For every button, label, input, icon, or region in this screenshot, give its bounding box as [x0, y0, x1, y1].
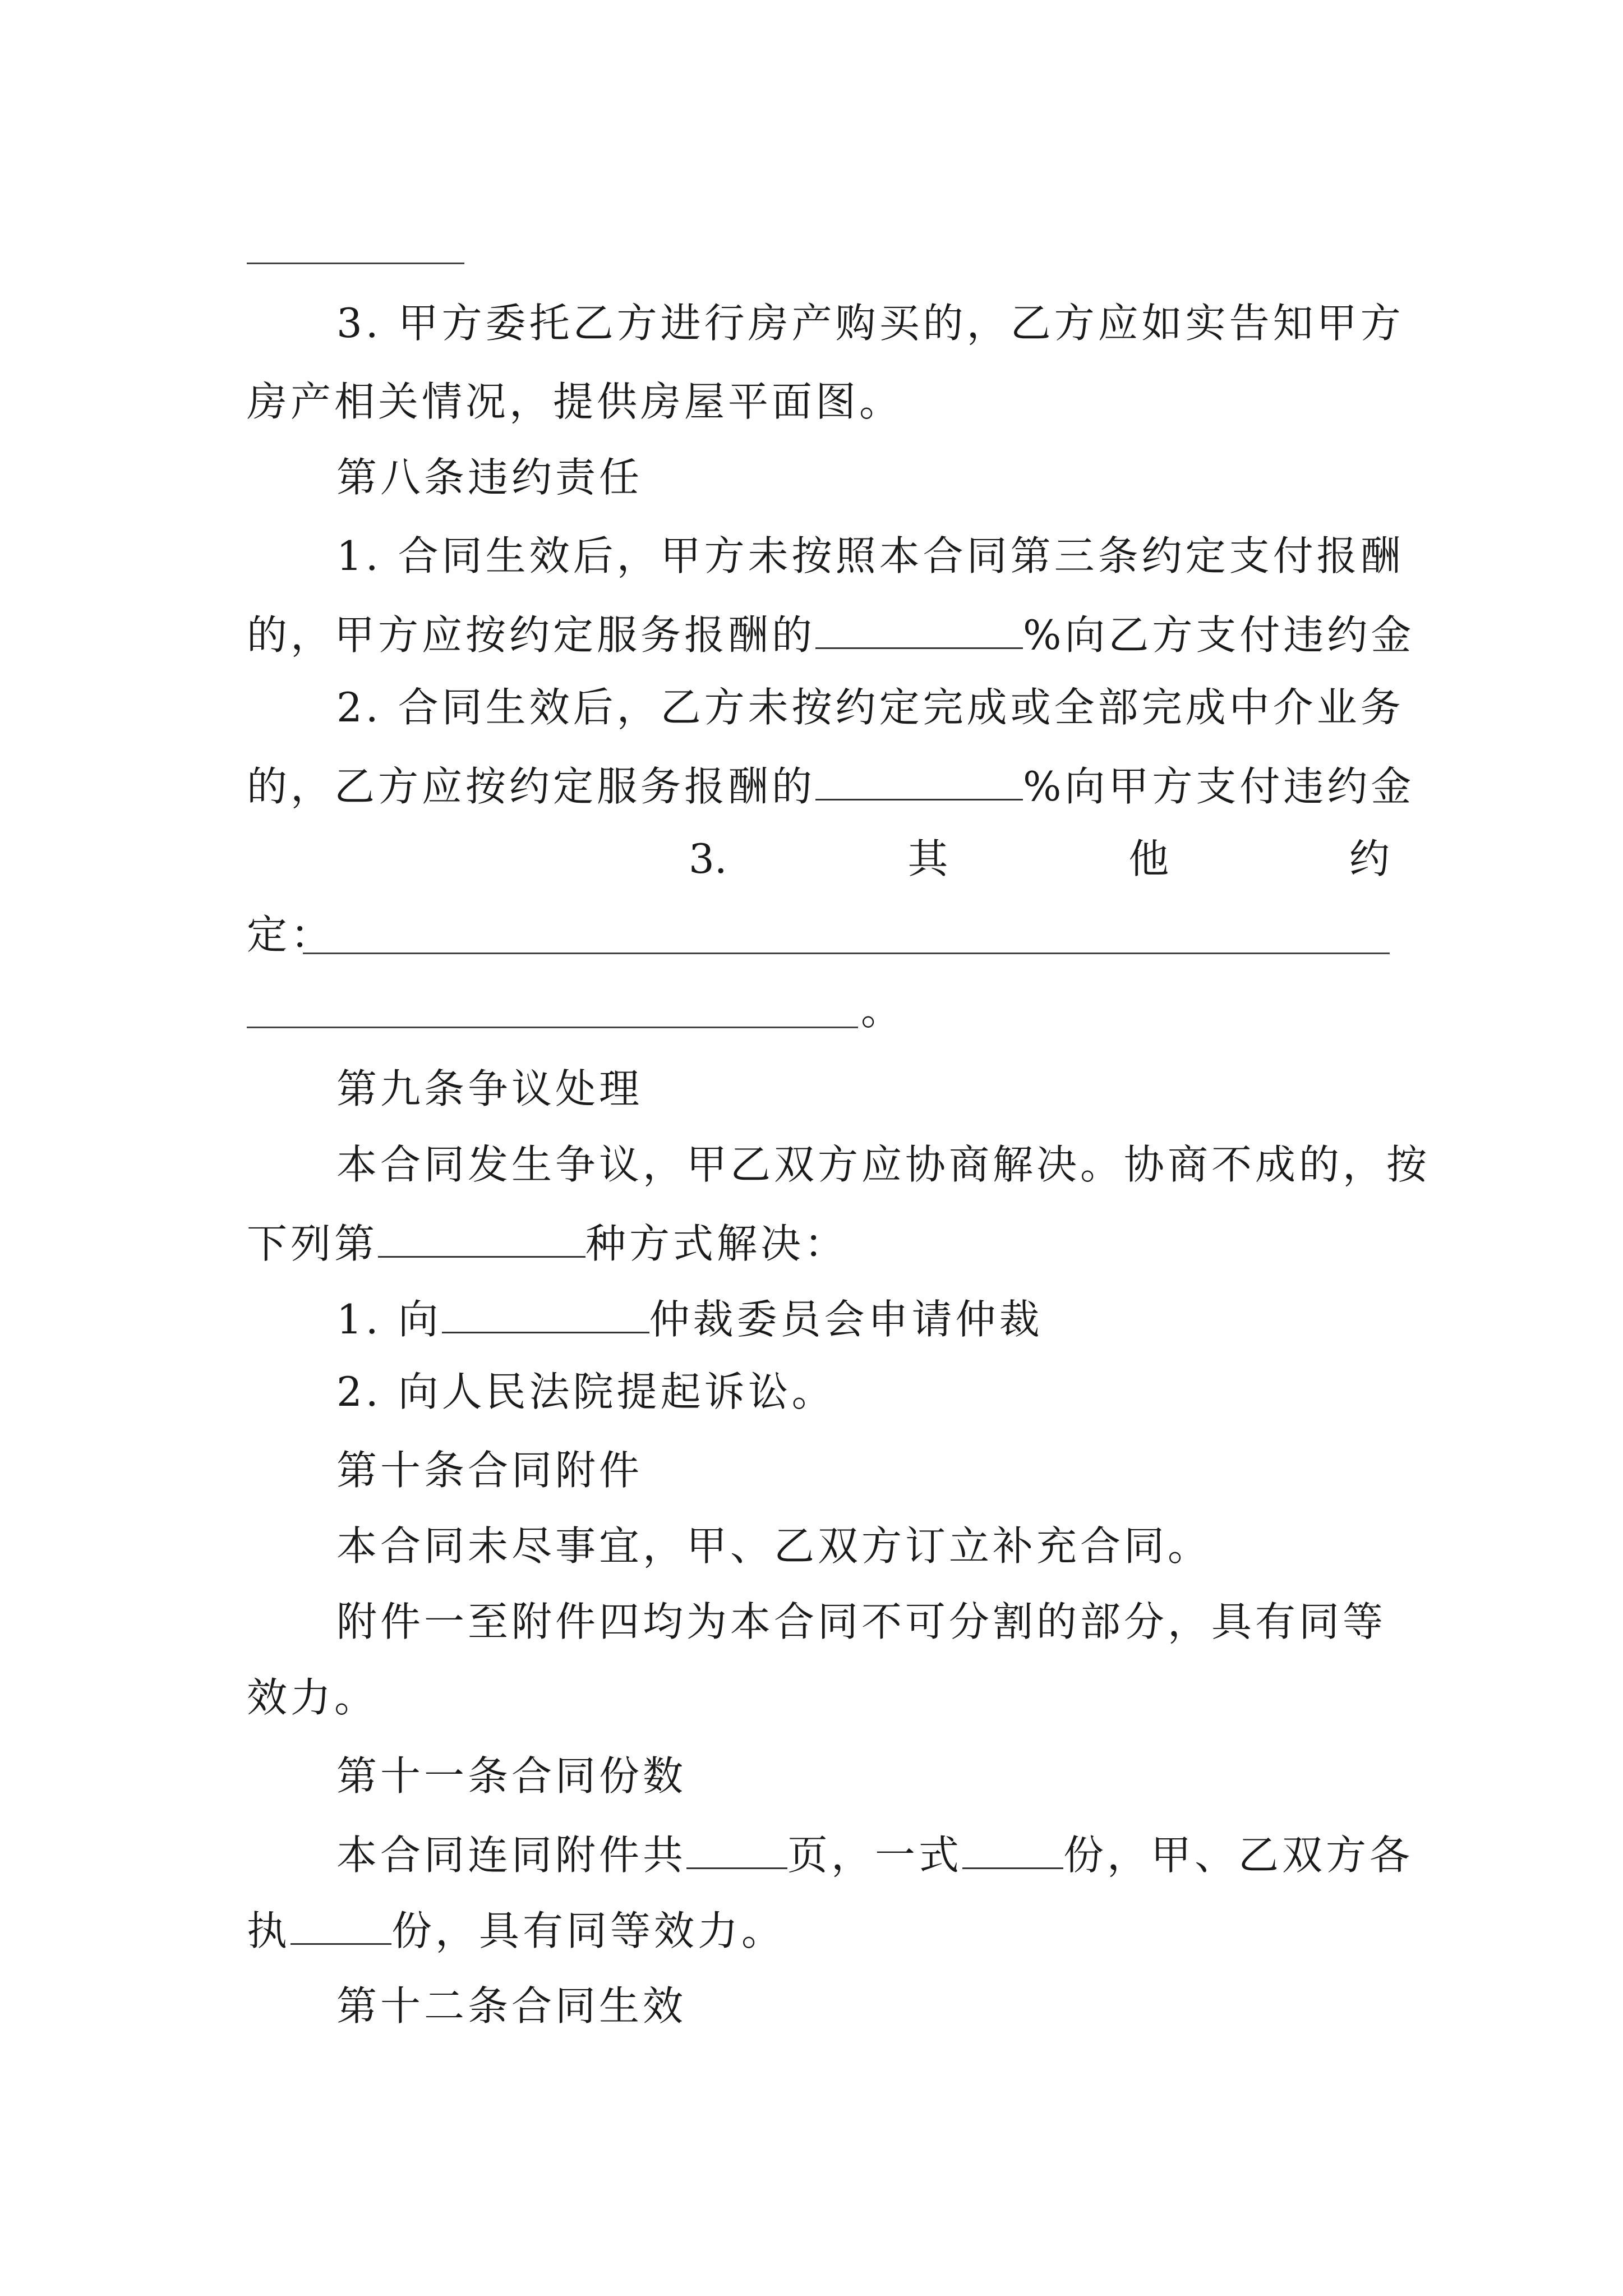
paragraph-line: [247, 763, 1415, 810]
paragraph-line: [336, 1296, 1043, 1343]
text: 3.: [689, 835, 727, 882]
text: 的，乙方应按约定服务报酬的: [247, 763, 816, 810]
paragraph-line: 本合同未尽事宜，甲、乙双方订立补充合同。: [336, 1522, 1212, 1570]
text: 本合同连同附件共: [336, 1832, 687, 1879]
text: 1. 向: [336, 1296, 442, 1343]
top-divider: [247, 263, 464, 264]
paragraph-line: 房产相关情况，提供房屋平面图。: [247, 378, 903, 425]
text: 其: [907, 835, 948, 882]
blank-field[interactable]: [291, 1907, 391, 1945]
text: 下列第: [247, 1220, 379, 1267]
text: %向乙方支付违约金: [1023, 611, 1415, 659]
paragraph-line: 1. 合同生效后，甲方未按照本合同第三条约定支付报酬: [336, 532, 1404, 579]
paragraph-line: [336, 1832, 1414, 1879]
paragraph-line: [247, 1907, 786, 1954]
article-11-heading: 第十一条合同份数: [336, 1752, 687, 1800]
paragraph-line: 定：: [247, 911, 335, 958]
paragraph-line: 附件一至附件四均为本合同不可分割的部分，具有同等: [336, 1598, 1387, 1645]
text: 。: [861, 987, 905, 1034]
justified-line: [689, 835, 1390, 882]
paragraph-line: 3. 甲方委托乙方进行房产购买的，乙方应如实告知甲方: [336, 300, 1404, 347]
text: 份，甲、乙双方各: [1063, 1832, 1414, 1879]
article-12-heading: 第十二条合同生效: [336, 1982, 687, 2030]
paragraph-line: 本合同发生争议，甲乙双方应协商解决。协商不成的，按: [336, 1141, 1431, 1188]
paragraph-line: [247, 611, 1415, 659]
blank-field[interactable]: [815, 763, 1023, 800]
blank-field[interactable]: [303, 953, 1390, 954]
text: 约: [1349, 835, 1390, 882]
text: 执: [247, 1907, 291, 1954]
article-9-heading: 第九条争议处理: [336, 1065, 643, 1112]
paragraph-line: 2. 向人民法院提起诉讼。: [336, 1368, 836, 1415]
blank-field[interactable]: [247, 1027, 858, 1028]
text: 种方式解决：: [585, 1220, 849, 1267]
article-8-heading: 第八条违约责任: [336, 454, 643, 501]
paragraph-line: 2. 合同生效后，乙方未按约定完成或全部完成中介业务: [336, 684, 1404, 731]
text: 页，一式: [787, 1832, 963, 1879]
text: 份，具有同等效力。: [391, 1907, 786, 1954]
text: %向甲方支付违约金: [1023, 763, 1415, 810]
text: 的，甲方应按约定服务报酬的: [247, 611, 816, 659]
blank-field[interactable]: [378, 1220, 585, 1258]
text: 仲裁委员会申请仲裁: [649, 1296, 1043, 1343]
blank-field[interactable]: [686, 1832, 787, 1869]
text: 他: [1128, 835, 1169, 882]
paragraph-line: 效力。: [247, 1674, 379, 1721]
paragraph-line: [247, 1220, 849, 1267]
blank-field[interactable]: [815, 611, 1023, 649]
blank-field[interactable]: [962, 1832, 1063, 1869]
article-10-heading: 第十条合同附件: [336, 1447, 643, 1494]
blank-field[interactable]: [442, 1296, 649, 1333]
